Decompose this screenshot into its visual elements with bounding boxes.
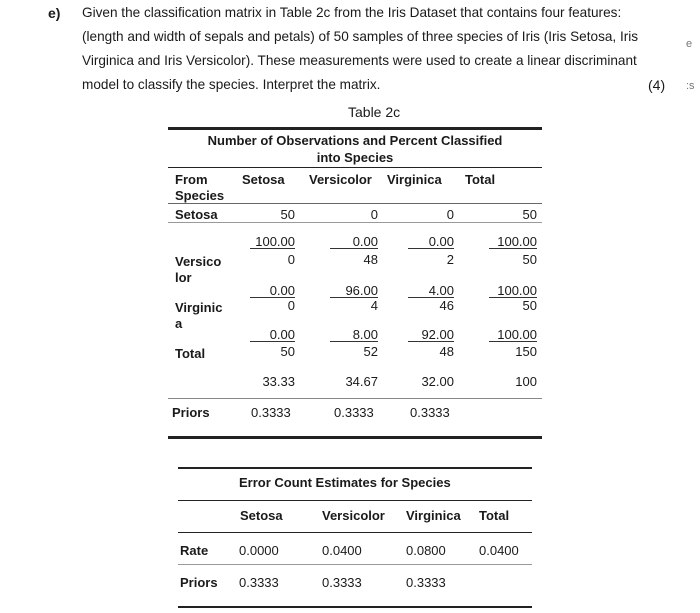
header-rule	[168, 167, 542, 168]
percent-cell: 33.33	[262, 374, 295, 389]
count-cell: 150	[515, 344, 537, 359]
table-caption: Table 2c	[348, 104, 401, 120]
col-header-virginica: Virginica	[387, 172, 442, 187]
col-header-total: Total	[465, 172, 496, 187]
margin-mark-1: e	[686, 38, 693, 50]
error-table-title: Error Count Estimates for Species	[239, 475, 451, 490]
percent-cell: 8.00	[330, 328, 378, 342]
question-line-3: Virginica and Iris Versicolor). These measurements were used to create a linear discriminant	[82, 53, 637, 68]
question-line-4: model to classify the species. Interpret the matrix.	[82, 77, 381, 92]
row-label-cont: a	[175, 316, 183, 331]
count-cell: 0	[287, 298, 295, 313]
percent-cell: 0.00	[330, 235, 378, 249]
col-header-setosa: Setosa	[242, 172, 285, 187]
question-line-1: Given the classification matrix in Table 2c from the Iris Dataset that contains four features:	[82, 5, 622, 20]
priors-rule	[168, 398, 542, 399]
rate-cell: 0.0400	[322, 543, 362, 558]
from-label: From	[175, 172, 208, 187]
percent-cell: 100.00	[489, 328, 537, 342]
error-bottom-rule	[178, 606, 532, 608]
count-cell: 50	[522, 298, 537, 313]
error-col-total: Total	[479, 508, 510, 523]
percent-cell: 0.00	[408, 235, 454, 249]
error-col-versicolor: Versicolor	[322, 508, 385, 523]
error-prior-cell: 0.3333	[322, 575, 362, 590]
error-prior-cell: 0.3333	[406, 575, 446, 590]
margin-mark-2: :s	[686, 80, 695, 92]
percent-cell: 96.00	[330, 284, 378, 298]
percent-cell: 100.00	[250, 235, 295, 249]
row-label: Setosa	[175, 207, 218, 222]
rate-label: Rate	[180, 543, 209, 558]
count-cell: 50	[522, 252, 537, 267]
count-cell: 4	[370, 298, 378, 313]
error-title-rule	[178, 500, 532, 501]
species-rule	[168, 203, 542, 204]
rate-cell: 0.0400	[479, 543, 519, 558]
table-title-line-2: into Species	[316, 150, 394, 165]
percent-cell: 4.00	[408, 284, 454, 298]
count-cell: 46	[439, 298, 454, 313]
row-label: Versico	[175, 254, 222, 269]
count-cell: 0	[287, 252, 295, 267]
count-cell: 0	[446, 207, 454, 222]
row-label-cont: lor	[175, 270, 192, 285]
prior-cell: 0.3333	[334, 405, 374, 420]
row-label: Total	[175, 346, 206, 361]
percent-cell: 100.00	[489, 284, 537, 298]
species-label: Species	[175, 188, 225, 203]
rate-cell: 0.0000	[239, 543, 279, 558]
error-col-setosa: Setosa	[240, 508, 283, 523]
table-bottom-rule	[168, 436, 542, 439]
percent-cell: 92.00	[408, 328, 454, 342]
count-cell: 48	[439, 344, 454, 359]
count-cell: 48	[363, 252, 378, 267]
priors-label: Priors	[172, 405, 210, 420]
error-prior-cell: 0.3333	[239, 575, 279, 590]
error-col-virginica: Virginica	[406, 508, 461, 523]
count-cell: 0	[370, 207, 378, 222]
prior-cell: 0.3333	[410, 405, 450, 420]
percent-cell: 0.00	[250, 328, 295, 342]
error-header-rule	[178, 532, 532, 533]
rate-cell: 0.0800	[406, 543, 446, 558]
row-rule	[168, 222, 542, 223]
col-header-versicolor: Versicolor	[309, 172, 372, 187]
error-priors-label: Priors	[180, 575, 218, 590]
count-cell: 2	[446, 252, 454, 267]
error-top-rule	[178, 467, 532, 469]
count-cell: 50	[280, 207, 295, 222]
percent-cell: 32.00	[421, 374, 454, 389]
question-label: e)	[48, 5, 61, 21]
prior-cell: 0.3333	[251, 405, 291, 420]
table-top-rule	[168, 127, 542, 130]
percent-cell: 0.00	[250, 284, 295, 298]
percent-cell: 100.00	[489, 235, 537, 249]
percent-cell: 34.67	[345, 374, 378, 389]
count-cell: 50	[522, 207, 537, 222]
rate-rule	[178, 564, 532, 565]
count-cell: 50	[280, 344, 295, 359]
table-title-line-1: Number of Observations and Percent Classified	[207, 133, 503, 148]
row-label: Virginic	[175, 300, 223, 315]
percent-cell: 100	[515, 374, 537, 389]
count-cell: 52	[363, 344, 378, 359]
question-line-2: (length and width of sepals and petals) of 50 samples of three species of Iris (Iris Setosa, Iris	[82, 29, 639, 44]
question-marks: (4)	[648, 77, 666, 93]
